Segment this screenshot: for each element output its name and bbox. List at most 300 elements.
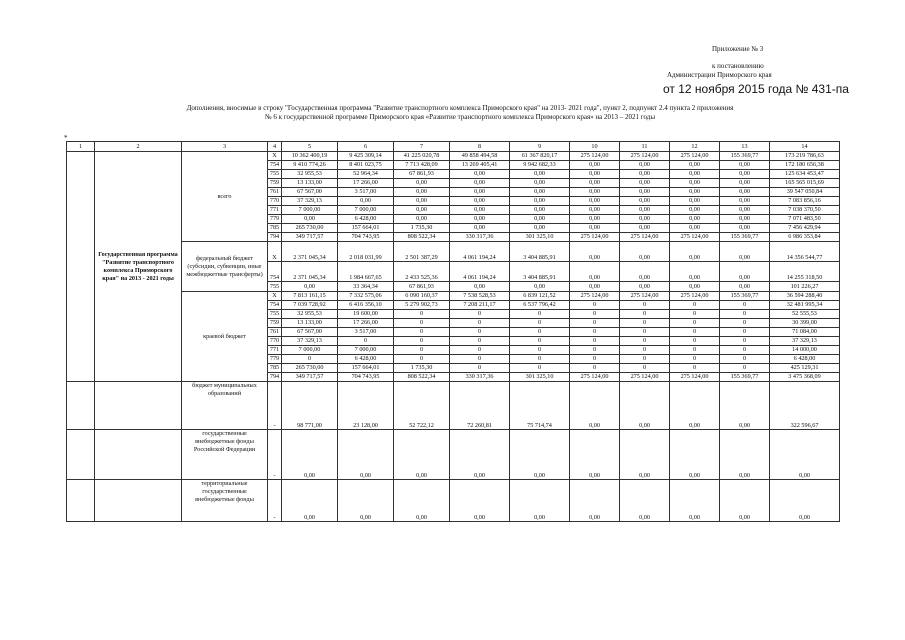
value-cell: 0,00: [670, 282, 720, 292]
value-cell: 0,00: [510, 430, 570, 480]
empty-number-cell: [67, 430, 95, 480]
value-cell: 0: [510, 328, 570, 337]
value-cell: 0: [670, 301, 720, 310]
value-cell: 0: [620, 364, 670, 373]
value-cell: 0,00: [510, 206, 570, 215]
value-cell: 0: [720, 364, 770, 373]
code-cell: 779: [268, 215, 282, 224]
value-cell: 0: [450, 337, 510, 346]
value-cell: 6 428,00: [770, 355, 840, 364]
value-cell: 0,00: [510, 170, 570, 179]
value-cell: 0: [670, 310, 720, 319]
value-cell: 7 208 211,17: [450, 301, 510, 310]
value-cell: 0: [720, 346, 770, 355]
value-cell: 0,00: [720, 262, 770, 282]
value-cell: 0,00: [670, 188, 720, 197]
value-cell: 0,00: [720, 430, 770, 480]
value-cell: 0,00: [450, 215, 510, 224]
value-cell: 0: [670, 355, 720, 364]
value-cell: 0,00: [670, 206, 720, 215]
value-cell: 52 555,53: [770, 310, 840, 319]
document-title-line-2: № 6 к государственной программе Приморского края «Развитие транспортного комплекса Приморского края» на 2013 – 2021 годы: [264, 113, 656, 121]
value-cell: 32 955,53: [282, 310, 338, 319]
value-cell: 3 517,00: [338, 188, 394, 197]
value-cell: 0: [670, 319, 720, 328]
value-cell: 0: [620, 310, 670, 319]
code-cell: -: [268, 430, 282, 480]
value-cell: 0: [450, 310, 510, 319]
value-cell: 2 501 387,29: [394, 242, 450, 262]
value-cell: 0,00: [670, 262, 720, 282]
funding-source-label: краевой бюджет: [182, 292, 268, 382]
appendix-number: Приложение № 3: [712, 45, 764, 53]
value-cell: 37 329,13: [282, 337, 338, 346]
value-cell: 0,00: [394, 206, 450, 215]
value-cell: 0,00: [620, 224, 670, 233]
value-cell: 6 986 353,84: [770, 233, 840, 242]
value-cell: 3 475 368,09: [770, 373, 840, 382]
value-cell: 0,00: [670, 179, 720, 188]
value-cell: 0,00: [570, 382, 620, 430]
value-cell: 7 083 856,16: [770, 197, 840, 206]
code-cell: 794: [268, 233, 282, 242]
value-cell: 275 124,00: [670, 373, 720, 382]
value-cell: 30 399,00: [770, 319, 840, 328]
funding-source-label: бюджет муниципальных образований: [182, 382, 268, 430]
column-number: 8: [450, 142, 510, 152]
value-cell: 0: [394, 319, 450, 328]
value-cell: 23 128,00: [338, 382, 394, 430]
value-cell: 0: [620, 355, 670, 364]
value-cell: 3 404 885,91: [510, 262, 570, 282]
value-cell: 155 369,77: [720, 233, 770, 242]
value-cell: 0: [620, 319, 670, 328]
value-cell: 0: [570, 364, 620, 373]
value-cell: 0: [620, 301, 670, 310]
value-cell: 7 713 428,09: [394, 161, 450, 170]
table-row: [67, 242, 840, 262]
value-cell: 301 325,10: [510, 373, 570, 382]
code-cell: 759: [268, 319, 282, 328]
code-cell: 754: [268, 161, 282, 170]
value-cell: 19 600,00: [338, 310, 394, 319]
budget-table: [66, 141, 840, 522]
value-cell: 0,00: [720, 480, 770, 522]
value-cell: 8 401 023,75: [338, 161, 394, 170]
administration-label: Администрации Приморского края: [667, 71, 772, 79]
value-cell: 0: [394, 337, 450, 346]
value-cell: 275 124,00: [670, 292, 720, 301]
value-cell: 173 219 786,63: [770, 152, 840, 161]
value-cell: 5 279 902,73: [394, 301, 450, 310]
value-cell: 275 124,00: [620, 292, 670, 301]
value-cell: 6 839 121,52: [510, 292, 570, 301]
value-cell: 0,00: [394, 430, 450, 480]
value-cell: 0: [720, 337, 770, 346]
value-cell: 157 664,01: [338, 364, 394, 373]
value-cell: 0,00: [338, 430, 394, 480]
value-cell: 0,00: [570, 262, 620, 282]
value-cell: 0,00: [720, 206, 770, 215]
value-cell: 0: [394, 346, 450, 355]
value-cell: 71 084,00: [770, 328, 840, 337]
code-cell: -: [268, 480, 282, 522]
value-cell: 0,00: [282, 282, 338, 292]
value-cell: 0,00: [620, 480, 670, 522]
value-cell: 0,00: [570, 224, 620, 233]
value-cell: 2 018 031,99: [338, 242, 394, 262]
value-cell: 0,00: [450, 170, 510, 179]
to-decree-label: к постановлению: [712, 62, 764, 70]
column-number: 6: [338, 142, 394, 152]
value-cell: 0: [570, 337, 620, 346]
value-cell: 7 000,00: [282, 206, 338, 215]
asterisk-mark: *: [64, 134, 68, 142]
value-cell: 75 714,74: [510, 382, 570, 430]
column-number: 4: [268, 142, 282, 152]
value-cell: 0,00: [720, 242, 770, 262]
value-cell: 0: [720, 301, 770, 310]
value-cell: 0,00: [770, 480, 840, 522]
value-cell: 275 124,00: [570, 292, 620, 301]
value-cell: 0,00: [770, 430, 840, 480]
empty-name-cell: [95, 430, 182, 480]
value-cell: 0: [510, 364, 570, 373]
value-cell: 0,00: [394, 480, 450, 522]
value-cell: 0: [720, 310, 770, 319]
document-title-line-1: Дополнения, вносимые в строку "Государственная программа "Развитие транспортного комплекса Приморского края" на 2013- 2021 года", пункт 2, подпункт 2.4 пункта 2 приложения: [186, 104, 734, 112]
value-cell: 808 522,34: [394, 233, 450, 242]
value-cell: 32 481 995,34: [770, 301, 840, 310]
value-cell: 0,00: [720, 188, 770, 197]
value-cell: 0,00: [570, 161, 620, 170]
column-number-row: [67, 142, 840, 152]
value-cell: 125 634 453,47: [770, 170, 840, 179]
value-cell: 704 743,95: [338, 373, 394, 382]
value-cell: 0: [450, 319, 510, 328]
value-cell: 0,00: [620, 215, 670, 224]
value-cell: 0,00: [670, 161, 720, 170]
code-cell: 771: [268, 346, 282, 355]
value-cell: 7 332 575,06: [338, 292, 394, 301]
value-cell: 0: [510, 346, 570, 355]
value-cell: 7 000,00: [338, 346, 394, 355]
value-cell: 0: [394, 310, 450, 319]
value-cell: 0,00: [620, 188, 670, 197]
value-cell: 101 226,27: [770, 282, 840, 292]
table-row: [67, 480, 840, 522]
value-cell: 0: [282, 355, 338, 364]
value-cell: 0: [620, 337, 670, 346]
value-cell: 0: [450, 346, 510, 355]
value-cell: 7 039 728,92: [282, 301, 338, 310]
value-cell: 0,00: [620, 161, 670, 170]
value-cell: 265 730,00: [282, 224, 338, 233]
value-cell: 0,00: [720, 197, 770, 206]
value-cell: 0: [570, 346, 620, 355]
value-cell: 9 410 774,26: [282, 161, 338, 170]
value-cell: 7 000,00: [338, 206, 394, 215]
value-cell: 172 180 656,38: [770, 161, 840, 170]
value-cell: 322 596,67: [770, 382, 840, 430]
value-cell: 36 594 288,40: [770, 292, 840, 301]
code-cell: 770: [268, 337, 282, 346]
value-cell: 0,00: [620, 242, 670, 262]
value-cell: 10 362 400,19: [282, 152, 338, 161]
value-cell: 17 266,00: [338, 179, 394, 188]
value-cell: 301 325,10: [510, 233, 570, 242]
value-cell: 0: [450, 364, 510, 373]
value-cell: 275 124,00: [570, 152, 620, 161]
value-cell: 0,00: [620, 282, 670, 292]
value-cell: 67 861,93: [394, 282, 450, 292]
empty-name-cell: [95, 382, 182, 430]
funding-source-label: федеральный бюджет (субсидии, субвенции, иные межбюджетные трансферты): [182, 242, 268, 292]
value-cell: 0,00: [620, 179, 670, 188]
column-number: 13: [720, 142, 770, 152]
value-cell: 2 371 045,34: [282, 262, 338, 282]
value-cell: 0,00: [394, 188, 450, 197]
value-cell: 0,00: [670, 170, 720, 179]
value-cell: 2 433 525,36: [394, 262, 450, 282]
value-cell: 0,00: [510, 188, 570, 197]
value-cell: 13 269 405,41: [450, 161, 510, 170]
value-cell: 14 255 318,50: [770, 262, 840, 282]
code-cell: 754: [268, 262, 282, 282]
value-cell: 14 356 544,77: [770, 242, 840, 262]
value-cell: 0: [670, 328, 720, 337]
code-cell: -: [268, 382, 282, 430]
value-cell: 0: [510, 337, 570, 346]
value-cell: 425 129,31: [770, 364, 840, 373]
code-cell: 770: [268, 197, 282, 206]
value-cell: 98 771,00: [282, 382, 338, 430]
value-cell: 0,00: [450, 430, 510, 480]
value-cell: 7 456 429,94: [770, 224, 840, 233]
value-cell: 0,00: [670, 197, 720, 206]
code-cell: 754: [268, 301, 282, 310]
table-row: [67, 152, 840, 161]
code-cell: 785: [268, 224, 282, 233]
code-cell: 755: [268, 282, 282, 292]
value-cell: 0: [510, 310, 570, 319]
column-number: 12: [670, 142, 720, 152]
value-cell: 9 942 682,33: [510, 161, 570, 170]
value-cell: 0: [720, 328, 770, 337]
value-cell: 0,00: [510, 480, 570, 522]
value-cell: 0,00: [510, 282, 570, 292]
value-cell: 0,00: [720, 224, 770, 233]
value-cell: 275 124,00: [620, 373, 670, 382]
value-cell: 0,00: [510, 179, 570, 188]
value-cell: 0,00: [570, 188, 620, 197]
value-cell: 13 133,00: [282, 319, 338, 328]
value-cell: 0: [570, 301, 620, 310]
value-cell: 4 061 194,24: [450, 262, 510, 282]
value-cell: 0: [510, 319, 570, 328]
value-cell: 330 317,36: [450, 233, 510, 242]
value-cell: 13 133,00: [282, 179, 338, 188]
value-cell: 155 369,77: [720, 373, 770, 382]
column-number: 14: [770, 142, 840, 152]
value-cell: 67 567,00: [282, 188, 338, 197]
value-cell: 165 565 015,69: [770, 179, 840, 188]
column-number: 9: [510, 142, 570, 152]
value-cell: 275 124,00: [570, 233, 620, 242]
value-cell: 0,00: [450, 224, 510, 233]
code-cell: 755: [268, 310, 282, 319]
value-cell: 0,00: [394, 197, 450, 206]
code-cell: 794: [268, 373, 282, 382]
value-cell: 0,00: [720, 382, 770, 430]
value-cell: 0,00: [394, 215, 450, 224]
value-cell: 349 717,57: [282, 373, 338, 382]
value-cell: 0,00: [670, 430, 720, 480]
value-cell: 265 730,00: [282, 364, 338, 373]
value-cell: 72 260,81: [450, 382, 510, 430]
value-cell: 0,00: [720, 161, 770, 170]
value-cell: 0: [450, 328, 510, 337]
value-cell: 0,00: [620, 170, 670, 179]
value-cell: 6 537 796,42: [510, 301, 570, 310]
value-cell: 0,00: [670, 224, 720, 233]
value-cell: 0: [570, 310, 620, 319]
value-cell: 52 964,34: [338, 170, 394, 179]
value-cell: 275 124,00: [670, 233, 720, 242]
value-cell: 0,00: [720, 179, 770, 188]
value-cell: 0,00: [670, 480, 720, 522]
column-number: 3: [182, 142, 268, 152]
value-cell: 52 722,12: [394, 382, 450, 430]
value-cell: 33 364,34: [338, 282, 394, 292]
value-cell: 0: [394, 328, 450, 337]
code-cell: 785: [268, 364, 282, 373]
value-cell: 704 743,95: [338, 233, 394, 242]
table-row: [67, 382, 840, 430]
value-cell: 0,00: [620, 382, 670, 430]
value-cell: 0: [570, 328, 620, 337]
value-cell: 67 567,00: [282, 328, 338, 337]
value-cell: 61 367 820,17: [510, 152, 570, 161]
value-cell: 37 329,13: [770, 337, 840, 346]
value-cell: 155 369,77: [720, 292, 770, 301]
column-number: 2: [95, 142, 182, 152]
value-cell: 275 124,00: [620, 233, 670, 242]
value-cell: 0: [720, 319, 770, 328]
funding-source-label: всего: [182, 152, 268, 242]
value-cell: 0,00: [670, 242, 720, 262]
value-cell: 7 038 370,50: [770, 206, 840, 215]
code-cell: X: [268, 242, 282, 262]
table-row: [67, 292, 840, 301]
value-cell: 0,00: [670, 382, 720, 430]
empty-name-cell: [95, 480, 182, 522]
value-cell: 808 522,34: [394, 373, 450, 382]
value-cell: 6 428,00: [338, 355, 394, 364]
value-cell: 0,00: [670, 215, 720, 224]
decree-date-stamp: от 12 ноября 2015 года № 431-па: [663, 82, 849, 96]
value-cell: 0,00: [720, 170, 770, 179]
value-cell: 37 329,13: [282, 197, 338, 206]
value-cell: 4 061 194,24: [450, 242, 510, 262]
value-cell: 0: [720, 355, 770, 364]
code-cell: 755: [268, 170, 282, 179]
value-cell: 14 000,00: [770, 346, 840, 355]
value-cell: 0,00: [570, 170, 620, 179]
value-cell: 0,00: [450, 197, 510, 206]
value-cell: 0: [670, 337, 720, 346]
funding-source-label: территориальные государственные внебюджетные фонды: [182, 480, 268, 522]
value-cell: 0,00: [570, 197, 620, 206]
value-cell: 7 538 528,53: [450, 292, 510, 301]
value-cell: 0,00: [510, 215, 570, 224]
value-cell: 0,00: [450, 188, 510, 197]
value-cell: 1 984 667,65: [338, 262, 394, 282]
value-cell: 0,00: [570, 179, 620, 188]
value-cell: 0,00: [620, 430, 670, 480]
value-cell: 0: [570, 319, 620, 328]
value-cell: 0,00: [338, 197, 394, 206]
value-cell: 0,00: [570, 242, 620, 262]
value-cell: 0,00: [620, 197, 670, 206]
code-cell: 759: [268, 179, 282, 188]
value-cell: 6 416 356,10: [338, 301, 394, 310]
value-cell: 0,00: [570, 480, 620, 522]
budget-table-body: [67, 142, 840, 522]
column-number: 7: [394, 142, 450, 152]
value-cell: 0: [620, 328, 670, 337]
value-cell: 0,00: [570, 430, 620, 480]
value-cell: 0,00: [282, 430, 338, 480]
empty-number-cell: [67, 480, 95, 522]
value-cell: 0,00: [450, 480, 510, 522]
value-cell: 39 547 050,84: [770, 188, 840, 197]
value-cell: 0: [670, 346, 720, 355]
value-cell: 0,00: [282, 480, 338, 522]
value-cell: 17 266,00: [338, 319, 394, 328]
value-cell: 0: [570, 355, 620, 364]
column-number: 10: [570, 142, 620, 152]
value-cell: 0,00: [450, 179, 510, 188]
value-cell: 0,00: [570, 282, 620, 292]
value-cell: 1 735,30: [394, 224, 450, 233]
value-cell: 7 000,00: [282, 346, 338, 355]
value-cell: 349 717,57: [282, 233, 338, 242]
value-cell: 0,00: [510, 224, 570, 233]
value-cell: 67 861,93: [394, 170, 450, 179]
value-cell: 330 317,36: [450, 373, 510, 382]
value-cell: 0: [394, 355, 450, 364]
value-cell: 0,00: [570, 206, 620, 215]
value-cell: 275 124,00: [670, 152, 720, 161]
value-cell: 41 225 020,78: [394, 152, 450, 161]
value-cell: 0,00: [450, 206, 510, 215]
value-cell: 0,00: [282, 215, 338, 224]
value-cell: 0: [450, 355, 510, 364]
value-cell: 0,00: [450, 282, 510, 292]
empty-number-cell: [67, 382, 95, 430]
value-cell: 49 858 494,58: [450, 152, 510, 161]
value-cell: 0,00: [338, 480, 394, 522]
value-cell: 32 955,53: [282, 170, 338, 179]
code-cell: X: [268, 292, 282, 301]
value-cell: 0,00: [620, 206, 670, 215]
value-cell: 1 735,30: [394, 364, 450, 373]
value-cell: 0,00: [720, 215, 770, 224]
value-cell: 0: [620, 346, 670, 355]
value-cell: 3 517,00: [338, 328, 394, 337]
table-row: [67, 430, 840, 480]
